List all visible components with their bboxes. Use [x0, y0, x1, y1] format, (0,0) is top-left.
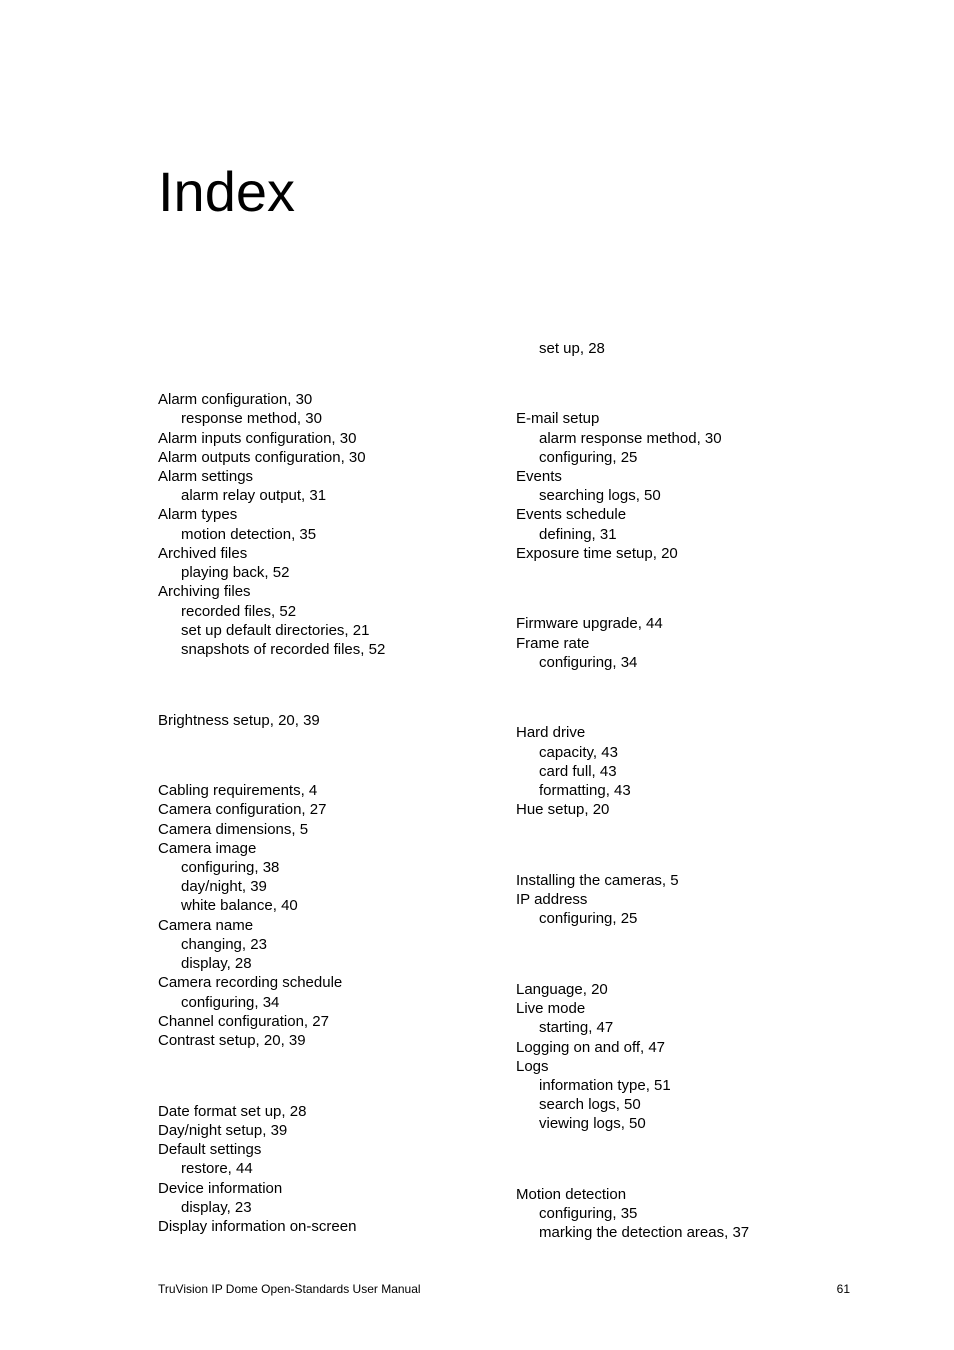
index-subentry: day/night, 39	[181, 878, 267, 895]
page-title: Index	[158, 160, 295, 223]
index-entry: Events schedule	[516, 506, 627, 523]
index-entry: Cabling requirements, 4	[158, 782, 318, 799]
index-entry: Camera configuration, 27	[158, 801, 327, 818]
index-entry: Hue setup, 20	[516, 801, 610, 818]
index-entry: Date format set up, 28	[158, 1103, 307, 1120]
index-entry: Camera image	[158, 840, 257, 857]
index-entry: Logging on and off, 47	[516, 1039, 666, 1056]
index-subentry: configuring, 25	[539, 449, 638, 466]
index-entry: Live mode	[516, 1000, 586, 1017]
index-subentry: starting, 47	[539, 1019, 614, 1036]
index-subentry: restore, 44	[181, 1160, 253, 1177]
index-entry: Channel configuration, 27	[158, 1013, 329, 1030]
index-entry: Hard drive	[516, 724, 586, 741]
index-subentry: changing, 23	[181, 936, 267, 953]
index-entry: Events	[516, 468, 562, 485]
index-entry: IP address	[516, 891, 588, 908]
footer-page-number: 61	[836, 1282, 850, 1296]
index-entry: Alarm outputs configuration, 30	[158, 449, 366, 466]
index-subentry: configuring, 34	[181, 994, 280, 1011]
index-entry: Archiving files	[158, 583, 251, 600]
index-subentry: information type, 51	[539, 1077, 671, 1094]
index-subentry: alarm response method, 30	[539, 430, 722, 447]
index-subentry: searching logs, 50	[539, 487, 661, 504]
index-subentry: snapshots of recorded files, 52	[181, 641, 386, 658]
index-subentry: capacity, 43	[539, 744, 618, 761]
index-subentry: defining, 31	[539, 526, 617, 543]
index-entry: Alarm inputs configuration, 30	[158, 430, 357, 447]
index-subentry: search logs, 50	[539, 1096, 641, 1113]
index-entry: Alarm settings	[158, 468, 254, 485]
index-subentry: white balance, 40	[181, 897, 298, 914]
index-entry: Logs	[516, 1058, 549, 1075]
index-entry: Installing the cameras, 5	[516, 872, 679, 889]
index-entry: Brightness setup, 20, 39	[158, 712, 320, 729]
footer-manual-title: TruVision IP Dome Open-Standards User Manual	[158, 1282, 421, 1296]
index-entry: Camera dimensions, 5	[158, 821, 309, 838]
index-entry: Alarm configuration, 30	[158, 391, 313, 408]
index-entry: Frame rate	[516, 635, 590, 652]
index-subentry: playing back, 52	[181, 564, 290, 581]
index-subentry: formatting, 43	[539, 782, 631, 799]
index-subentry: configuring, 25	[539, 910, 638, 927]
index-entry: Language, 20	[516, 981, 608, 998]
index-entry: Camera name	[158, 917, 254, 934]
index-subentry: configuring, 38	[181, 859, 280, 876]
index-entry: Day/night setup, 39	[158, 1122, 288, 1139]
index-subentry: viewing logs, 50	[539, 1115, 646, 1132]
index-subentry: set up, 28	[539, 340, 605, 357]
index-entry: Exposure time setup, 20	[516, 545, 678, 562]
index-subentry: configuring, 34	[539, 654, 638, 671]
index-entry: Archived files	[158, 545, 248, 562]
index-entry: Camera recording schedule	[158, 974, 343, 991]
index-subentry: alarm relay output, 31	[181, 487, 327, 504]
index-subentry: response method, 30	[181, 410, 322, 427]
index-entry: Device information	[158, 1180, 283, 1197]
index-subentry: card full, 43	[539, 763, 617, 780]
index-subentry: display, 28	[181, 955, 252, 972]
index-entry: Alarm types	[158, 506, 238, 523]
index-subentry: configuring, 35	[539, 1205, 638, 1222]
index-entry: Firmware upgrade, 44	[516, 615, 663, 632]
index-subentry: set up default directories, 21	[181, 622, 370, 639]
index-subentry: motion detection, 35	[181, 526, 317, 543]
index-entry: Contrast setup, 20, 39	[158, 1032, 306, 1049]
index-subentry: display, 23	[181, 1199, 252, 1216]
index-entry: Motion detection	[516, 1186, 627, 1203]
index-entry: Display information on-screen	[158, 1218, 357, 1235]
index-entry: Default settings	[158, 1141, 262, 1158]
index-entry: E-mail setup	[516, 410, 600, 427]
index-subentry: recorded files, 52	[181, 603, 297, 620]
index-subentry: marking the detection areas, 37	[539, 1224, 750, 1241]
